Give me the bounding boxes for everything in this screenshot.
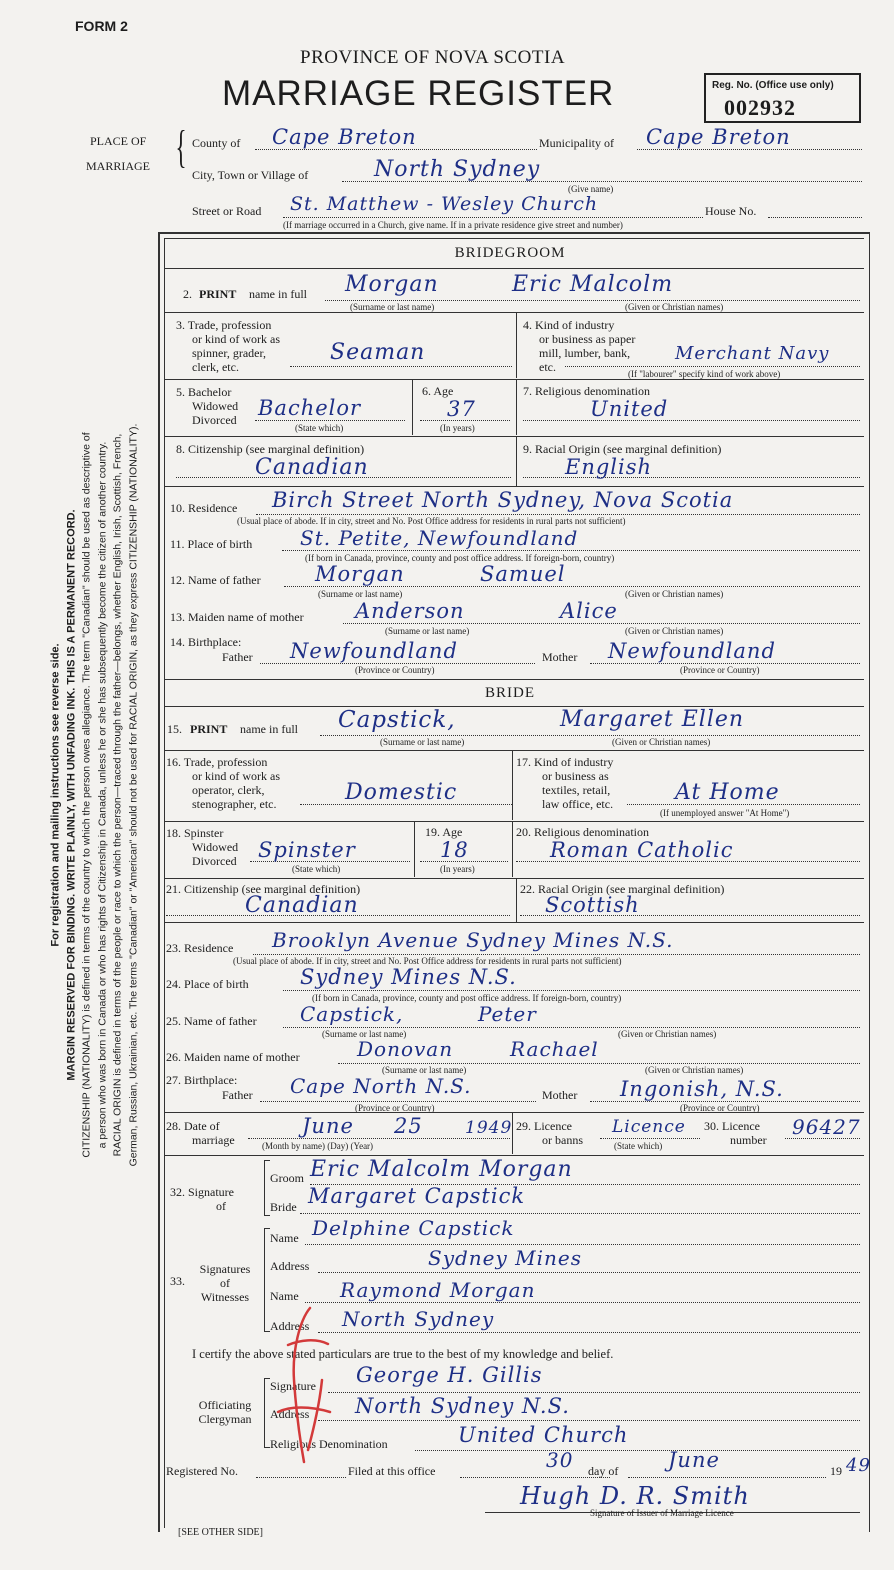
groom-surname: Morgan [345, 272, 439, 297]
bride-father-given-cap: (Given or Christian names) [618, 1029, 717, 1039]
groom-name-num: 2. [183, 287, 192, 301]
city-label: City, Town or Village of [192, 168, 309, 182]
bride-religion: Roman Catholic [550, 838, 734, 862]
groom-sign-label: Groom [270, 1171, 304, 1185]
groom-father-surname-cap: (Surname or last name) [318, 589, 403, 599]
bride-in-years: (In years) [440, 864, 475, 874]
street-label: Street or Road [192, 204, 262, 218]
clergy-denomination-label: Religious Denomination [270, 1437, 388, 1451]
bride-mother-label: 26. Maiden name of mother [166, 1050, 300, 1064]
witness2-name: Raymond Morgan [340, 1278, 536, 1302]
groom-mother-given-cap: (Given or Christian names) [625, 626, 724, 636]
date-label: 28. Date of marriage [166, 1119, 235, 1147]
groom-age: 37 [447, 397, 476, 421]
witness2-address: North Sydney [342, 1307, 495, 1331]
filed-day-of: day of [588, 1464, 619, 1478]
page-title: MARRIAGE REGISTER [222, 74, 615, 113]
witness1-address: Sydney Mines [428, 1246, 583, 1270]
clergy-signature: George H. Gillis [356, 1363, 543, 1387]
groom-signature: Eric Malcolm Morgan [310, 1157, 573, 1182]
licence-label: 29. Licence or banns [516, 1119, 583, 1147]
bride-surname: Capstick, [338, 707, 456, 733]
licence-value: Licence [612, 1117, 686, 1137]
bride-racial-label: 22. Racial Origin (see marginal definition) [520, 882, 725, 896]
bride-sign-label: Bride [270, 1200, 297, 1214]
bride-surname-caption: (Surname or last name) [380, 737, 465, 747]
bride-residence: Brooklyn Avenue Sydney Mines N.S. [272, 928, 674, 952]
house-label: House No. [705, 204, 757, 218]
bride-bp-label: 27. Birthplace: [166, 1073, 238, 1087]
bride-father-label: 25. Name of father [166, 1014, 257, 1028]
date-caption: (Month by name) (Day) (Year) [262, 1141, 374, 1151]
groom-industry-label: 4. Kind of industry or business as paper mill, lumber, bank, etc. [523, 318, 636, 374]
clergy-address: North Sydney N.S. [355, 1394, 570, 1418]
groom-trade: Seaman [330, 340, 426, 365]
bride-mother-surname: Donovan [357, 1037, 454, 1061]
margin-line-1: For registration and mailing instructions see reverse side. [49, 643, 62, 947]
bride-signature: Margaret Capstick [308, 1184, 526, 1208]
place-heading-1: PLACE OF [90, 134, 147, 148]
bride-racial: Scottish [545, 893, 640, 917]
bride-bp-mother-label: Mother [542, 1088, 578, 1102]
street-value: St. Matthew - Wesley Church [290, 193, 599, 215]
bride-name-num: 15. [167, 722, 182, 736]
margin-line-6: German, Russian, Ukrainian, etc. The terms "Canadian" or "American" should not be used for RACIAL ORIGIN, as they express CITIZENSHIP (NATIONALITY). [127, 423, 139, 1167]
bride-name-rest: name in full [240, 722, 298, 736]
reg-no-value: 002932 [724, 95, 796, 120]
bride-residence-label: 23. Residence [166, 941, 234, 955]
county-label: County of [192, 136, 241, 150]
groom-birth-label: 11. Place of birth [170, 537, 253, 551]
groom-racial-label: 9. Racial Origin (see marginal definition) [523, 442, 722, 456]
groom-industry-note: (If "labourer" specify kind of work above) [628, 369, 781, 379]
bride-industry-label: 17. Kind of industry or business as textiles, retail, law office, etc. [516, 755, 614, 811]
place-heading-2: MARRIAGE [86, 159, 151, 173]
bride-bp-father: Cape North N.S. [290, 1074, 472, 1098]
bride-section-title: BRIDE [485, 685, 535, 701]
groom-bp-father-cap: (Province or Country) [355, 665, 435, 675]
margin-line-4: a person who was born in Canada or who has rights of Citizenship in Canada, unless he or she has subsequently become the citizen of another country. [96, 441, 108, 1149]
groom-mother-surname-cap: (Surname or last name) [385, 626, 470, 636]
filed-year-prefix: 19 [830, 1464, 842, 1478]
bride-given: Margaret Ellen [560, 707, 745, 732]
groom-industry: Merchant Navy [675, 343, 830, 364]
groom-racial: English [565, 455, 653, 479]
groom-bp-mother-label: Mother [542, 650, 578, 664]
groom-father-surname: Morgan [315, 562, 405, 586]
province-heading: PROVINCE OF NOVA SCOTIA [300, 47, 566, 68]
filed-label: Filed at this office [348, 1464, 436, 1478]
groom-status: Bachelor [258, 396, 362, 420]
bride-industry: At Home [675, 780, 780, 805]
licence-caption: (State which) [614, 1141, 663, 1151]
bride-birth: Sydney Mines N.S. [300, 965, 517, 989]
margin-line-2: MARGIN RESERVED FOR BINDING. WRITE PLAINLY, WITH UNFADING INK. THIS IS A PERMANENT RECORD. [65, 509, 77, 1081]
county-value: Cape Breton [272, 125, 417, 149]
groom-bp-father: Newfoundland [290, 639, 458, 663]
groom-residence: Birch Street North Sydney, Nova Scotia [272, 488, 734, 512]
margin-instructions [30, 290, 160, 1300]
street-note: (If marriage occurred in a Church, give name. If in a private residence give street and number) [283, 220, 623, 230]
bride-state-which: (State which) [292, 864, 341, 874]
margin-line-3: CITIZENSHIP (NATIONALITY) is defined in terms of the country to which the person owes allegiance. The term "Canadian" should be used as descriptive of [80, 432, 93, 1158]
groom-bp-label: 14. Birthplace: [170, 635, 242, 649]
give-name-caption: (Give name) [568, 184, 614, 194]
bride-bp-mother: Ingonish, N.S. [620, 1077, 784, 1101]
clergy-denomination: United Church [458, 1423, 629, 1447]
groom-given: Eric Malcolm [512, 272, 674, 297]
witness1-address-label: Address [270, 1259, 310, 1273]
bride-bp-father-label: Father [222, 1088, 253, 1102]
bride-bp-mother-cap: (Province or Country) [680, 1103, 760, 1113]
filed-month: June [668, 1448, 720, 1472]
groom-religion: United [590, 397, 669, 421]
witness2-address-label: Address [270, 1319, 310, 1333]
bride-father-surname-cap: (Surname or last name) [322, 1029, 407, 1039]
groom-given-caption: (Given or Christian names) [625, 302, 724, 312]
groom-age-label: 6. Age [422, 384, 454, 398]
bride-citizenship: Canadian [245, 893, 359, 918]
groom-status-label: 5. Bachelor Widowed Divorced [176, 385, 239, 427]
groom-residence-note: (Usual place of abode. If in city, street and No. Post Office address for residents in rural parts not sufficient) [237, 516, 626, 526]
marriage-month: June [302, 1114, 354, 1138]
groom-father-label: 12. Name of father [170, 573, 261, 587]
registered-label: Registered No. [166, 1464, 238, 1478]
bride-age: 18 [440, 838, 469, 862]
bride-trade-label: 16. Trade, profession or kind of work as operator, clerk, stenographer, etc. [166, 755, 280, 811]
groom-name-rest: name in full [249, 287, 307, 301]
marriage-year: 1949 [465, 1118, 513, 1138]
filed-year-suffix: 49 [846, 1455, 871, 1476]
bride-industry-note: (If unemployed answer "At Home") [660, 808, 790, 818]
place-brace: { [175, 121, 187, 172]
clergy-label: Officiating Clergyman [198, 1398, 252, 1426]
see-other-side: [SEE OTHER SIDE] [178, 1527, 263, 1538]
groom-father-given: Samuel [480, 562, 566, 586]
bride-citizenship-label: 21. Citizenship (see marginal definition) [166, 882, 361, 896]
bride-given-caption: (Given or Christian names) [612, 737, 711, 747]
groom-father-given-cap: (Given or Christian names) [625, 589, 724, 599]
bride-name-print: PRINT [190, 722, 228, 736]
bride-religion-label: 20. Religious denomination [516, 825, 649, 839]
groom-surname-caption: (Surname or last name) [350, 302, 435, 312]
bride-father-given: Peter [478, 1002, 537, 1026]
groom-section-title: BRIDEGROOM [454, 245, 566, 261]
groom-bp-mother-cap: (Province or Country) [680, 665, 760, 675]
reg-no-label: Reg. No. (Office use only) [712, 80, 834, 91]
form-label: FORM 2 [75, 18, 128, 34]
groom-trade-label: 3. Trade, profession or kind of work as spinner, grader, clerk, etc. [176, 318, 280, 374]
marriage-day: 25 [394, 1114, 423, 1138]
groom-state-which: (State which) [295, 423, 344, 433]
bride-residence-note: (Usual place of abode. If in city, street and No. Post Office address for residents in rural parts not sufficient) [233, 956, 622, 966]
signature-label: 32. Signature of [170, 1185, 234, 1213]
margin-line-5: RACIAL ORIGIN is defined in terms of the people or race to which the person—traced through the father—belongs, whether English, Irish, Scottish, French, [111, 433, 124, 1157]
witness2-name-label: Name [270, 1289, 299, 1303]
licence-number: 96427 [792, 1115, 861, 1139]
issuer-caption: Signature of Issuer of Marriage Licence [590, 1508, 734, 1518]
bride-bp-father-cap: (Province or Country) [355, 1103, 435, 1113]
certify-statement: I certify the above stated particulars are true to the best of my knowledge and belief. [192, 1347, 614, 1361]
licence-number-label: 30. Licence number [704, 1119, 767, 1147]
groom-bp-mother: Newfoundland [608, 639, 776, 663]
groom-birth-note: (If born in Canada, province, county and post office address. If foreign-born, country) [305, 553, 615, 563]
clergy-address-label: Address [270, 1407, 310, 1421]
bride-birth-note: (If born in Canada, province, county and post office address. If foreign-born, country) [312, 993, 622, 1003]
bride-age-label: 19. Age [425, 825, 463, 839]
bride-mother-given-cap: (Given or Christian names) [645, 1065, 744, 1075]
witness-num: 33. [170, 1274, 185, 1288]
clergy-signature-label: Signature [270, 1379, 316, 1393]
issuer-signature: Hugh D. R. Smith [520, 1482, 750, 1510]
groom-citizenship: Canadian [255, 455, 369, 480]
municipality-value: Cape Breton [646, 125, 791, 149]
groom-birth: St. Petite, Newfoundland [300, 526, 579, 550]
groom-mother-label: 13. Maiden name of mother [170, 610, 304, 624]
red-pencil-mark [270, 1300, 350, 1470]
groom-mother-surname: Anderson [355, 599, 465, 623]
bride-status: Spinster [258, 838, 356, 862]
groom-name-print: PRINT [199, 287, 237, 301]
municipality-label: Municipality of [539, 136, 614, 150]
bride-mother-given: Rachael [510, 1037, 599, 1061]
groom-citizenship-label: 8. Citizenship (see marginal definition) [176, 442, 365, 456]
groom-mother-given: Alice [560, 599, 618, 623]
city-value: North Sydney [374, 157, 541, 182]
groom-in-years: (In years) [440, 423, 475, 433]
witness-label: Signatures of Witnesses [199, 1262, 251, 1304]
groom-residence-label: 10. Residence [170, 501, 238, 515]
bride-birth-label: 24. Place of birth [166, 977, 249, 991]
witness1-name: Delphine Capstick [312, 1216, 515, 1240]
bride-mother-surname-cap: (Surname or last name) [382, 1065, 467, 1075]
groom-bp-father-label: Father [222, 650, 253, 664]
filed-day: 30 [546, 1448, 574, 1472]
bride-trade: Domestic [345, 780, 458, 805]
bride-father-surname: Capstick, [300, 1002, 404, 1026]
groom-religion-label: 7. Religious denomination [523, 384, 650, 398]
bride-status-label: 18. Spinster Widowed Divorced [166, 826, 239, 868]
witness1-name-label: Name [270, 1231, 299, 1245]
